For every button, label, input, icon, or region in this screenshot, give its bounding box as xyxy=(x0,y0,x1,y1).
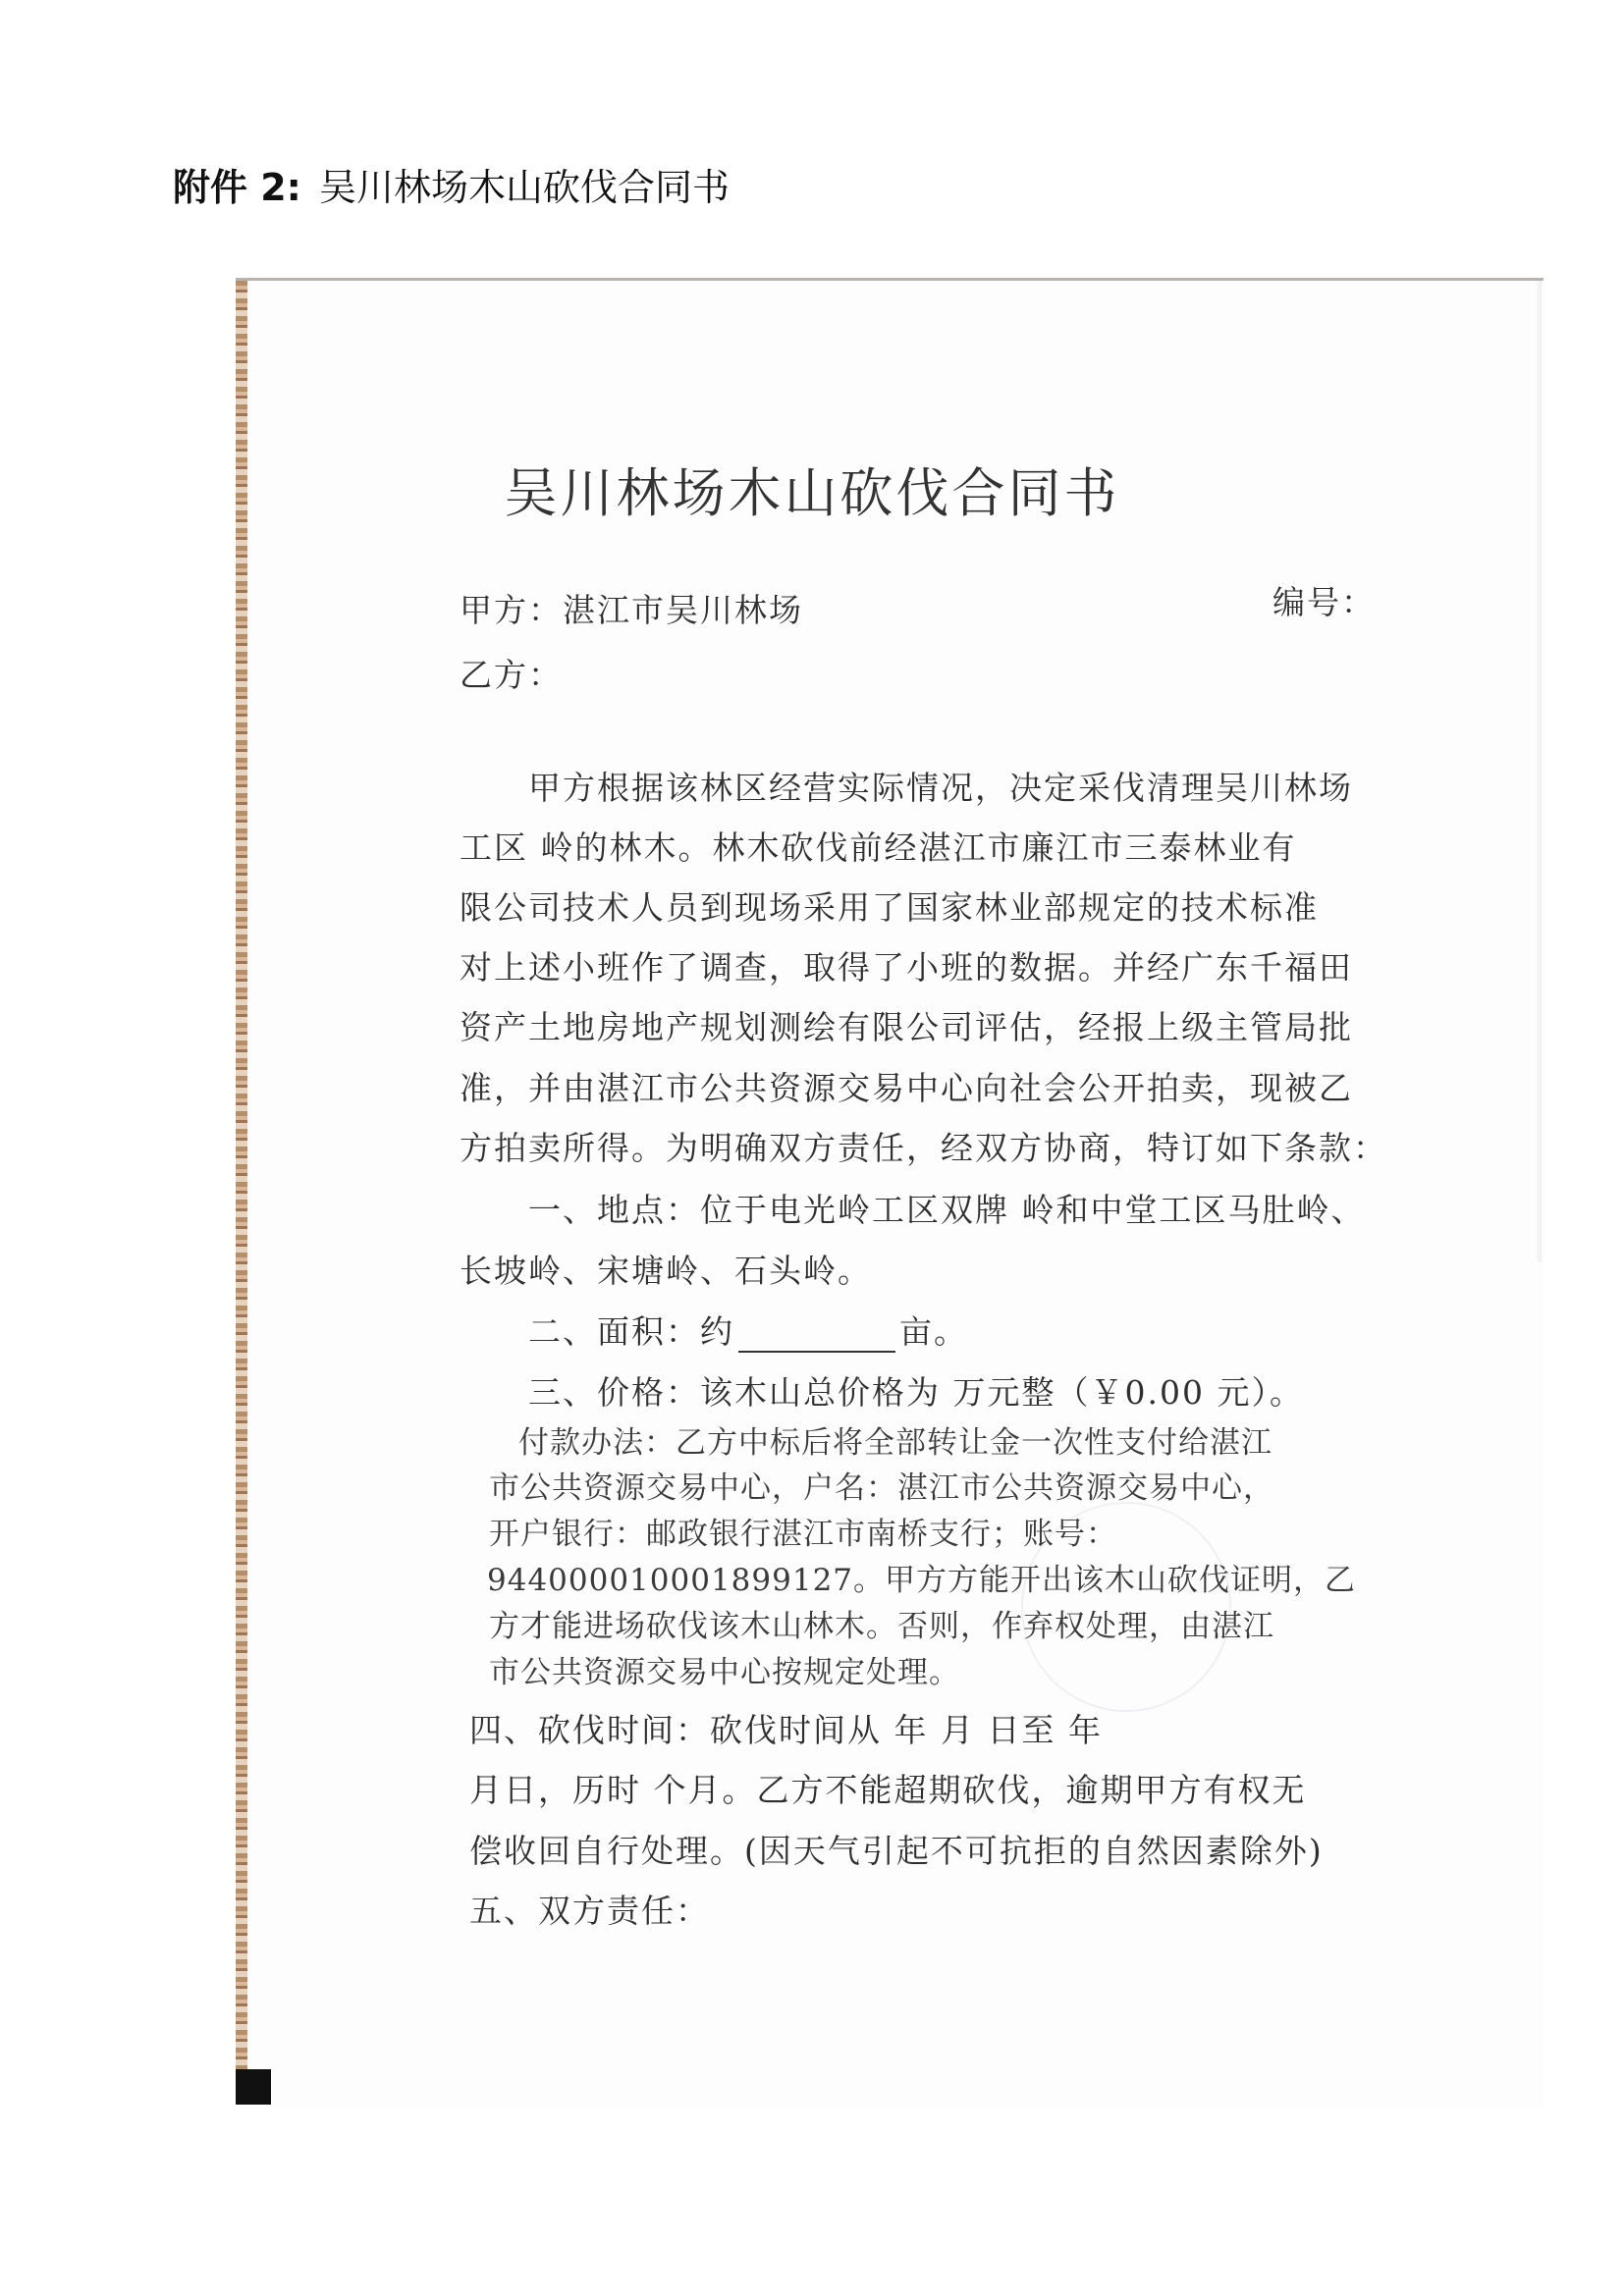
clause-responsibility: 五、双方责任： xyxy=(469,1892,710,1930)
area-prefix: 二、面积：约 xyxy=(528,1312,734,1351)
payment-line: 944000010001899127。甲方方能开出该木山砍伐证明，乙 xyxy=(487,1563,1357,1598)
document-title: 吴川林场木山砍伐合同书 xyxy=(504,462,1120,524)
payment-line: 方才能进场砍伐该木山林木。否则，作弃权处理，由湛江 xyxy=(489,1609,1274,1644)
clause-location: 一、地点：位于电光岭工区双牌 岭和中堂工区马肚岭、 xyxy=(528,1191,1366,1229)
contract-number-label: 编号： xyxy=(1272,583,1376,621)
body-line: 资产土地房地产规划测绘有限公司评估，经报上级主管局批 xyxy=(460,1008,1353,1046)
attachment-title: 吴川林场木山砍伐合同书 xyxy=(318,166,730,209)
area-suffix: 亩。 xyxy=(899,1312,968,1351)
scan-corner-mark xyxy=(236,2069,271,2105)
body-line: 对上述小班作了调查，取得了小班的数据。并经广东千福田 xyxy=(460,948,1353,987)
area-blank xyxy=(738,1321,895,1353)
clause-area xyxy=(528,1307,968,1353)
clause-price: 三、价格：该木山总价格为 万元整（￥0.00 元）。 xyxy=(528,1373,1304,1412)
clause-location-cont: 长坡岭、宋塘岭、石头岭。 xyxy=(460,1252,872,1290)
felling-line: 偿收回自行处理。(因天气引起不可抗拒的自然因素除外) xyxy=(469,1832,1324,1870)
scan-right-edge xyxy=(1534,281,1542,1262)
payment-line: 开户银行：邮政银行湛江市南桥支行；账号： xyxy=(489,1517,1117,1552)
attachment-label: 附件 2: xyxy=(173,166,301,209)
clause-felling-time: 四、砍伐时间：砍伐时间从 年 月 日至 年 xyxy=(469,1711,1103,1749)
payment-line: 付款办法：乙方中标后将全部转让金一次性支付给湛江 xyxy=(518,1425,1272,1461)
party-a: 甲方：湛江市吴川林场 xyxy=(460,591,803,629)
payment-line: 市公共资源交易中心，户名：湛江市公共资源交易中心， xyxy=(489,1470,1274,1506)
party-b: 乙方： xyxy=(460,656,563,694)
body-line: 方拍卖所得。为明确双方责任，经双方协商，特订如下条款： xyxy=(460,1129,1387,1167)
felling-line: 月日，历时 个月。乙方不能超期砍伐，逾期甲方有权无 xyxy=(469,1771,1307,1809)
body-line: 准，并由湛江市公共资源交易中心向社会公开拍卖，现被乙 xyxy=(460,1069,1353,1107)
body-line: 甲方根据该林区经营实际情况，决定采伐清理吴川林场 xyxy=(528,769,1353,807)
payment-line: 市公共资源交易中心按规定处理。 xyxy=(489,1655,960,1690)
body-line: 限公司技术人员到现场采用了国家林业部规定的技术标准 xyxy=(460,888,1319,927)
body-line: 工区 岭的林木。林木砍伐前经湛江市廉江市三泰林业有 xyxy=(460,828,1297,867)
scan-left-edge xyxy=(236,281,247,2103)
attachment-heading xyxy=(173,157,730,211)
